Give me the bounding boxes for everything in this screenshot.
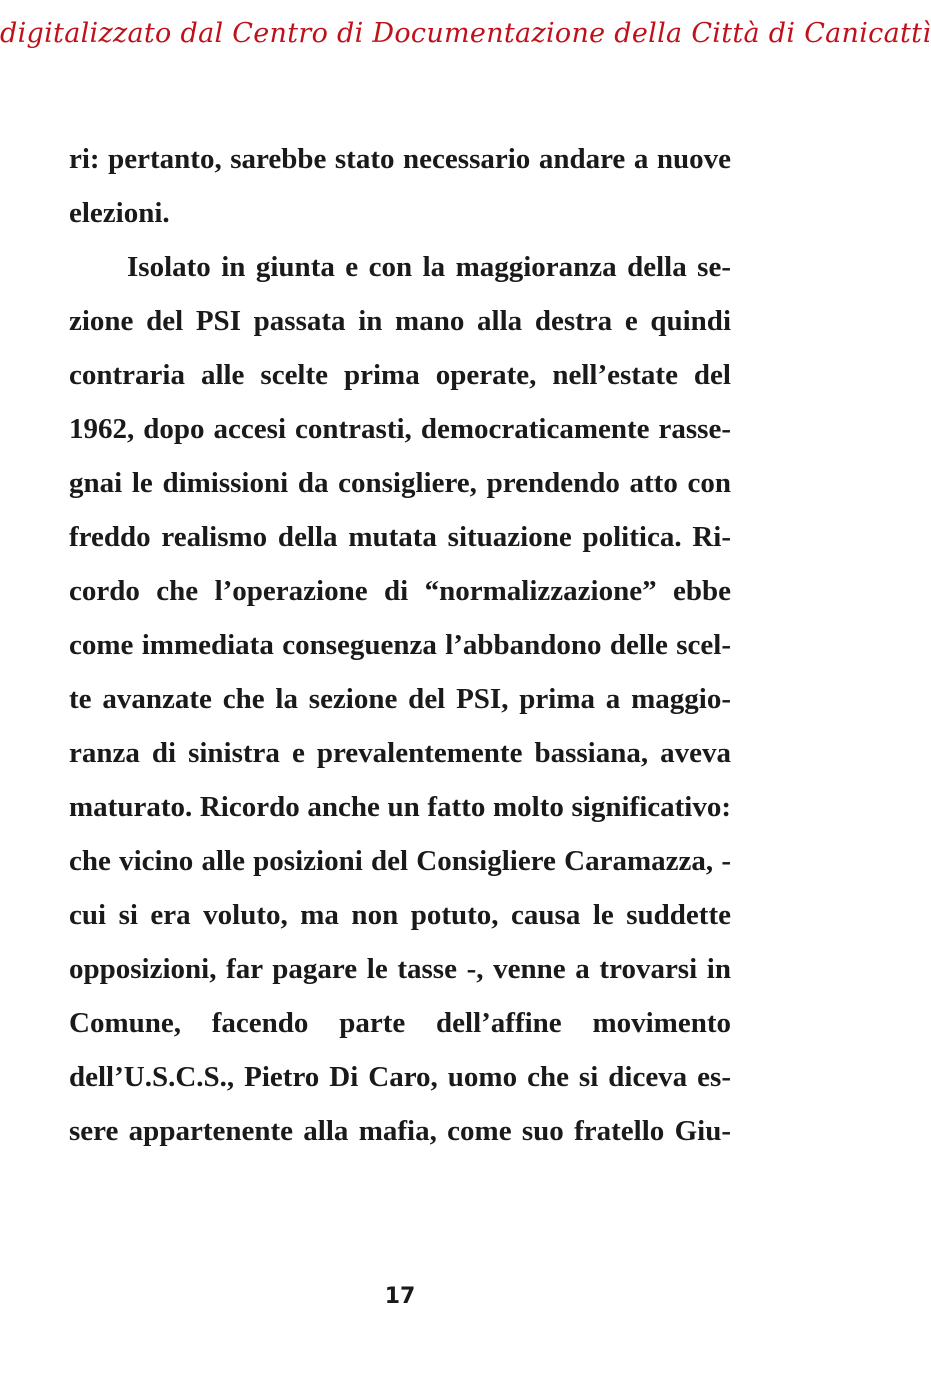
text-line: che vicino alle posizioni del Consigliere Caramazza, - — [69, 845, 731, 877]
text-line: dell’U.S.C.S., Pietro Di Caro, uomo che si diceva es- — [69, 1061, 731, 1093]
digitization-watermark-header: digitalizzato dal Centro di Documentazione della Città di Canicattì — [0, 18, 931, 49]
paragraph-2 — [69, 240, 731, 1158]
text-line: te avanzate che la sezione del PSI, prima a maggio- — [69, 683, 731, 715]
text-line: gnai le dimissioni da consigliere, prendendo atto con — [69, 467, 731, 499]
text-line: ranza di sinistra e prevalentemente bassiana, aveva — [69, 737, 731, 769]
text-line: Comune, facendo parte dell’affine movimento — [69, 1007, 731, 1039]
text-line: maturato. Ricordo anche un fatto molto significativo: — [69, 791, 731, 823]
text-line: freddo realismo della mutata situazione politica. Ri- — [69, 521, 731, 553]
text-line: opposizioni, far pagare le tasse -, venne a trovarsi in — [69, 953, 731, 985]
text-line: cui si era voluto, ma non potuto, causa le suddette — [69, 899, 731, 931]
text-line: contraria alle scelte prima operate, nell’estate del — [69, 359, 731, 391]
text-line: Isolato in giunta e con la maggioranza della se- — [127, 251, 731, 283]
page-body — [69, 132, 731, 1158]
text-line: zione del PSI passata in mano alla destra e quindi — [69, 305, 731, 337]
text-line: ri: pertanto, sarebbe stato necessario andare a nuove — [69, 143, 731, 175]
page-number: 17 — [384, 1284, 416, 1309]
paragraph-1 — [69, 132, 731, 240]
text-line: cordo che l’operazione di “normalizzazione” ebbe — [69, 575, 731, 607]
text-line: sere appartenente alla mafia, come suo fratello Giu- — [69, 1115, 731, 1147]
text-line: come immediata conseguenza l’abbandono delle scel- — [69, 629, 731, 661]
text-line: 1962, dopo accesi contrasti, democraticamente rasse- — [69, 413, 731, 445]
text-line: elezioni. — [69, 197, 170, 229]
